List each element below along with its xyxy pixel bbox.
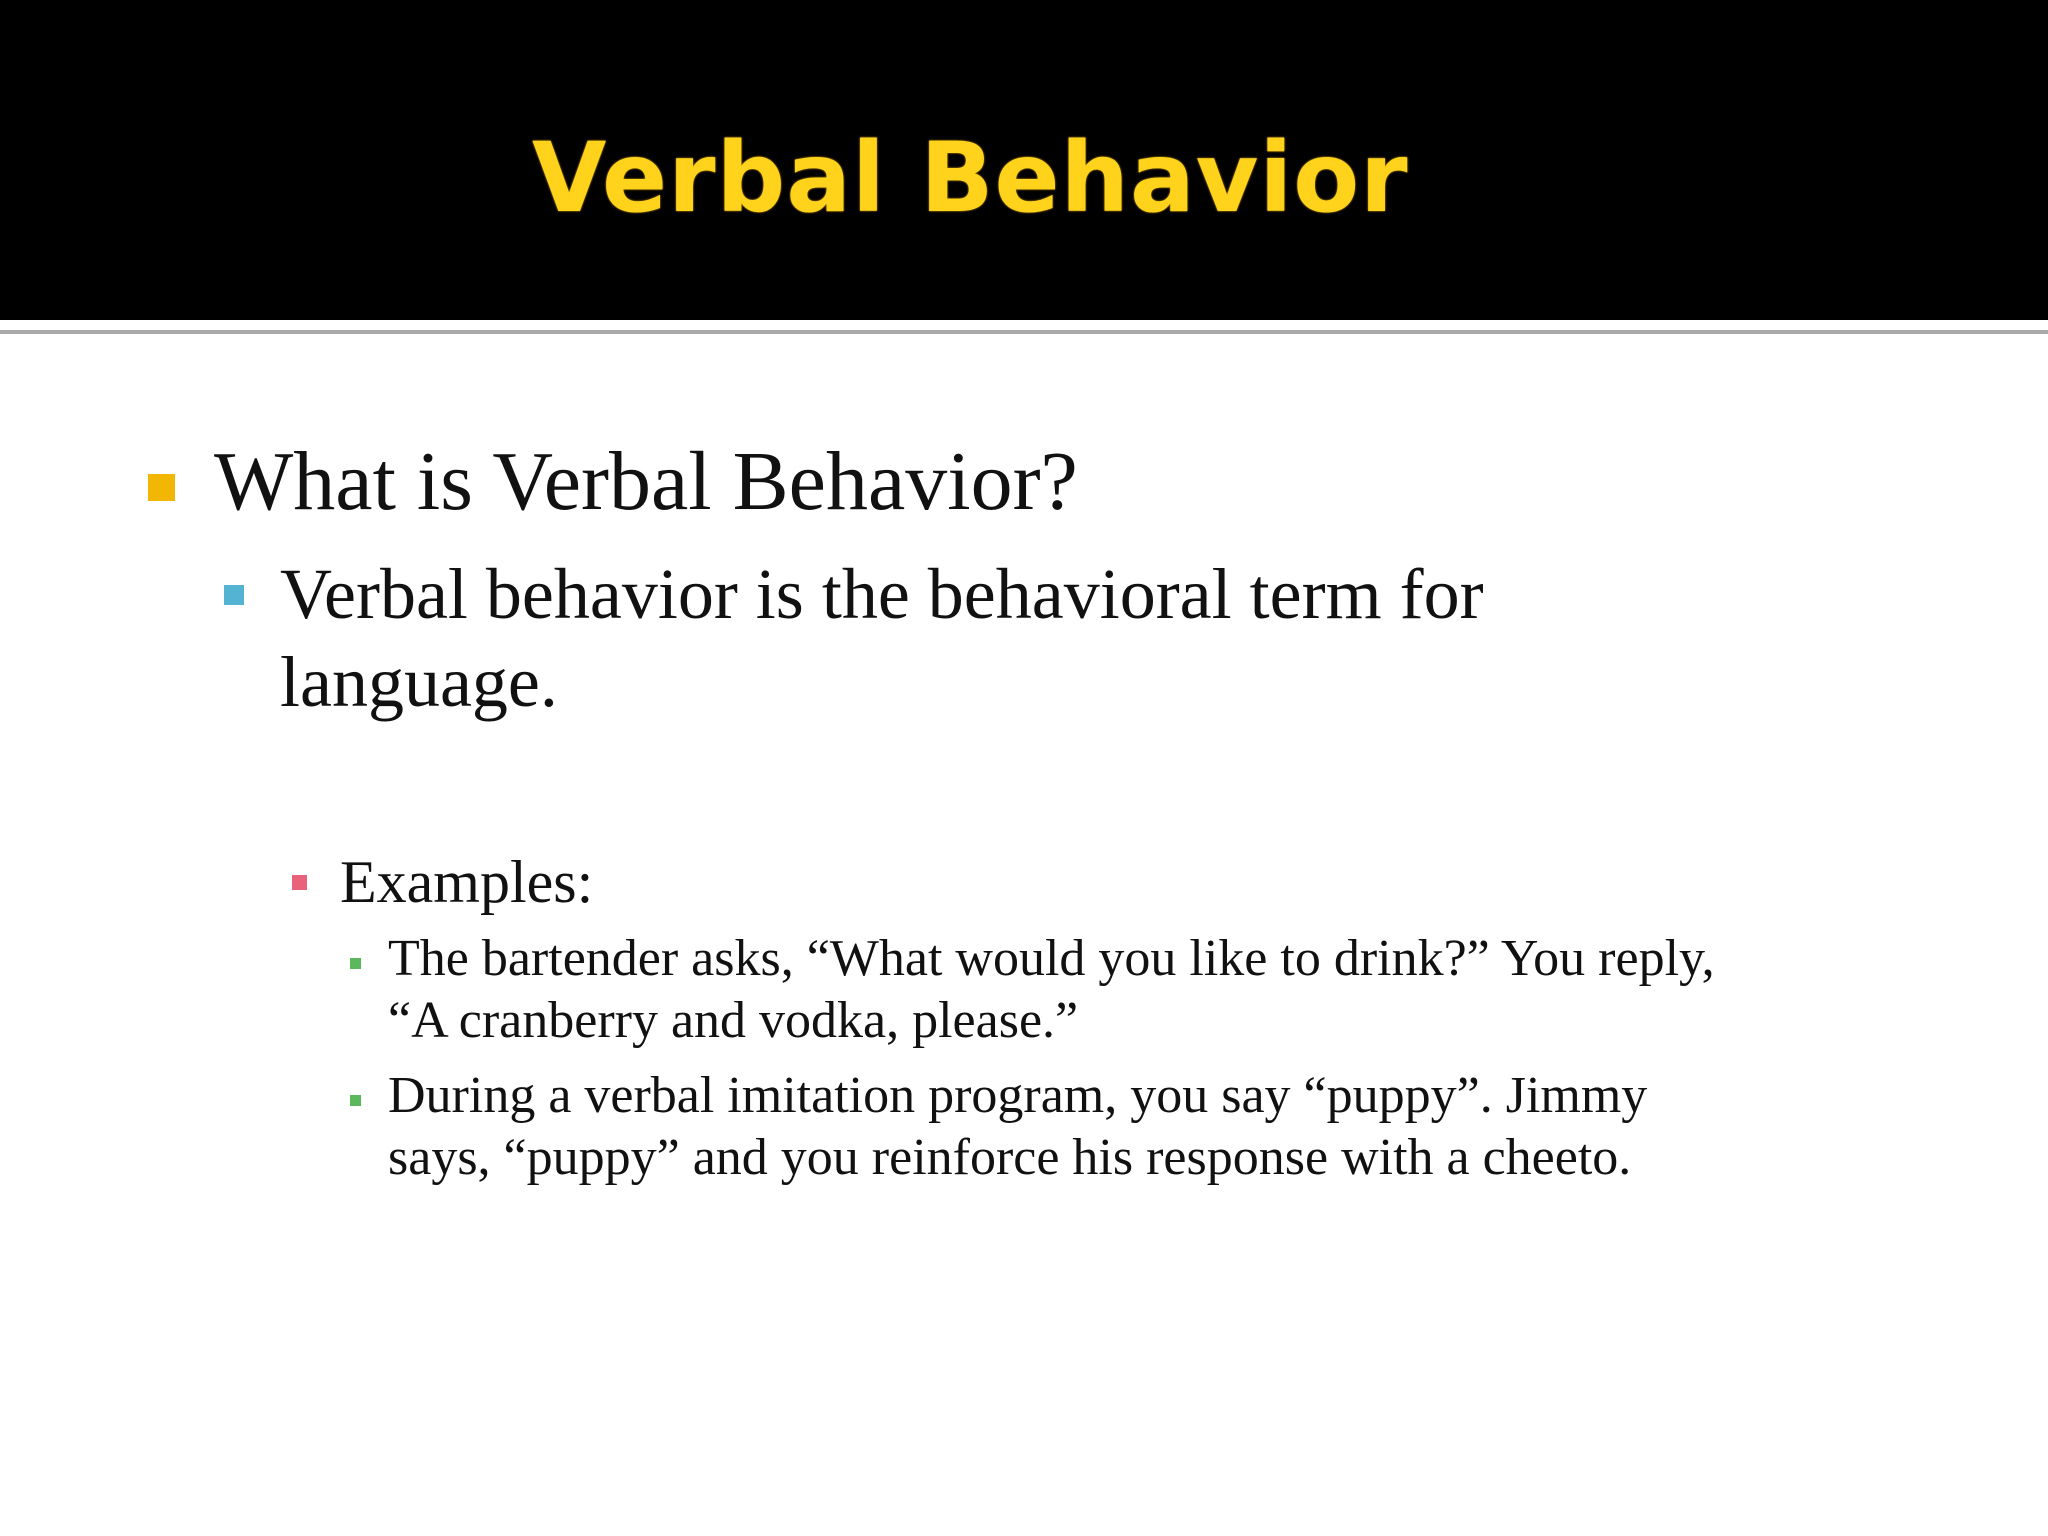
- square-bullet-icon: [224, 585, 244, 605]
- square-bullet-icon: [292, 875, 307, 890]
- bullet-definition: [280, 550, 1484, 726]
- square-bullet-icon: [350, 958, 361, 969]
- bullet-what-is-verbal-behavior: What is Verbal Behavior?: [214, 435, 1078, 528]
- slide-title: Verbal Behavior: [532, 122, 1409, 234]
- bullet-examples-heading: Examples:: [340, 849, 594, 915]
- title-divider-gray: [0, 330, 2048, 334]
- example-1-line-2: “A cranberry and vodka, please.”: [388, 992, 1079, 1049]
- square-bullet-icon: [148, 474, 175, 501]
- example-2-line-2: says, “puppy” and you reinforce his response with a cheeto.: [388, 1129, 1632, 1186]
- definition-line-1: Verbal behavior is the behavioral term for: [280, 554, 1484, 634]
- example-2-line-1: During a verbal imitation program, you say “puppy”. Jimmy: [388, 1067, 1648, 1124]
- example-1-line-1: The bartender asks, “What would you like to drink?” You reply,: [388, 930, 1715, 987]
- example-item: [388, 1065, 1647, 1189]
- title-bar: [0, 0, 2048, 320]
- example-item: [388, 928, 1715, 1052]
- square-bullet-icon: [350, 1095, 361, 1106]
- definition-line-2: language.: [280, 642, 558, 722]
- title-divider-white: [0, 320, 2048, 326]
